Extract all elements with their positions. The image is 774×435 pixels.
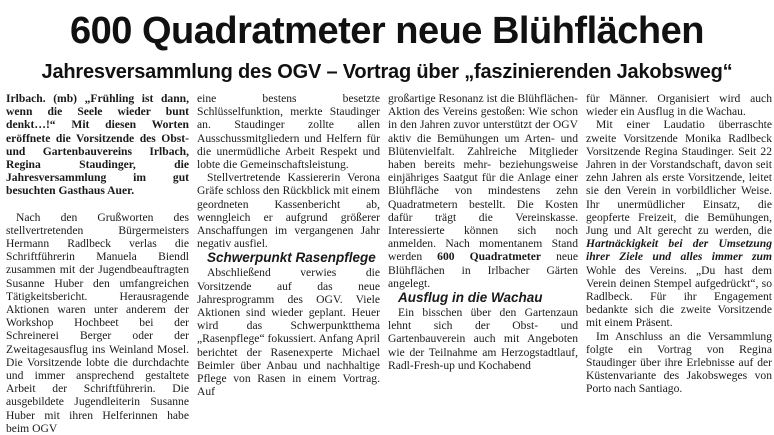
body-paragraph: [586, 118, 772, 329]
body-paragraph: für Männer. Organisiert wird auch wieder ein Ausflug in die Wachau.: [586, 92, 772, 119]
headline: 600 Quadratmeter neue Blühflächen: [70, 10, 704, 52]
article-column-3: [388, 92, 578, 402]
body-text: großartige Resonanz ist die Blühflächen-Aktion des Vereins gestoßen: Wie schon in den Jahren zuvor unterstützt der OGV aktiv die Bemühungen um Arten- und Blütenvielfalt. Zahlreiche Mitglieder haben bereits mehr- beziehungsweise einjähriges Saatgut für die Anlage einer Blühfläche von mindestens zehn Quadratmetern bestellt. Die Kosten dafür trägt die Vereinskasse. Interessierte können sich noch anmelden. Nach momentanem Stand werden: [388, 92, 578, 264]
subheadline: Jahresversammlung des OGV – Vortrag über „faszinierenden Jakobsweg“: [41, 61, 733, 83]
article-column-4: [586, 92, 772, 402]
body-paragraph: Nach den Grußworten des stellvertretenden Bürgermeisters Hermann Radlbeck verlas die Schriftführerin Manuela Biendl zusammen mit der Jugendbeauftragten Susanne Huber den umfangreichen Tätigkeitsbericht. Herausragende Aktionen waren unter anderem der Workshop Hochbeet bei der Schreinerei Berger oder der Zweitagesausflug ins Weinland Mosel. Die Vorsitzende lobte die durchdachte und immer ansprechend gestaltete Arbeit der Schriftführerin. Die ausgebildete Jugendleiterin Susanne Huber mit ihren Helferinnen habe beim OGV: [6, 210, 189, 435]
article-column-2: [197, 92, 380, 402]
section-heading-wachau: Ausflug in die Wachau: [398, 290, 543, 306]
body-text: neue Blühflächen in Irlbacher Gärten angelegt.: [388, 250, 578, 290]
body-paragraph: eine bestens besetzte Schlüsselfunktion, merkte Staudinger an. Staudinger zollte allen Ausschussmitgliedern und Helfern für die unermüdliche Arbeit Respekt und lobte die Gemeinschaftsleistung.: [197, 92, 380, 172]
body-paragraph: Abschließend verwies die Vorsitzende auf das neue Jahresprogramm des OGV. Viele Aktionen sind wieder geplant. Heuer wird das Schwerpunktthema „Rasenpflege“ fokussiert. Anfang April berichtet der Rasenexperte Michael Beimler über Anbau und nachhaltige Pflege von Rasen in einem Vortrag. Auf: [197, 266, 380, 399]
highlighted-figure: 600 Quadratmeter: [437, 250, 542, 264]
body-paragraph: Im Anschluss an die Versammlung folgte ein Vortrag von Regina Staudinger über ihre Erlebnisse auf der Küstenvariante des Jakobsweges von Porto nach Santiago.: [586, 329, 772, 396]
body-text: Wohle des Vereins. „Du hast dem Verein deinen Stempel aufgedrückt“, so Radlbeck. Für ihr Engagement bedankte sich die zweite Vorsitzende mit einem Präsent.: [586, 263, 772, 330]
body-text: Mit einer Laudatio überraschte zweite Vorsitzende Monika Radlbeck Vorsitzende Regina Staudinger. Seit 22 Jahren in der Vorstandschaft, davon seit zehn Jahren als erste Vorsitzende, leitet sie den Verein in vorbildlicher Weise. Ihr unermüdlicher Einsatz, die geopferte Freizeit, die Bemühungen, Jung und Alt gerecht zu werden, die: [586, 118, 772, 238]
body-paragraph: [388, 92, 578, 290]
body-paragraph: Ein bisschen über den Gartenzaun lehnt sich der Obst- und Gartenbauverein auch mit Angeboten wie der Teilnahme am Herzogstadtlauf, Radl-Fresh-up und Kochabend: [388, 306, 578, 372]
emphasized-text: Hartnäckigkeit bei der Umsetzung ihrer Ziele und alles immer zum: [586, 237, 772, 264]
article-column-1: [6, 92, 190, 435]
dateline: Irlbach. (mb): [6, 92, 78, 105]
lead-paragraph: [6, 92, 189, 198]
section-heading-rasenpflege: Schwerpunkt Rasenpflege: [207, 250, 376, 266]
lead-text: „Frühling ist dann, wenn die Seele wieder bunt denkt…!“ Mit diesen Worten eröffnete die Vorsitzende des Obst- und Gartenbauvereins Irlbach, Regina Staudinger, die Jahresversammlung im gut besuchten Gasthaus Auer.: [6, 92, 190, 198]
body-paragraph: Stellvertretende Kassiererin Verona Gräfe schloss den Rückblick mit einem geordneten Kassenbericht ab, wenngleich er aufgrund größerer Anschaffungen im vergangenen Jahr negativ ausfiel.: [197, 171, 380, 251]
